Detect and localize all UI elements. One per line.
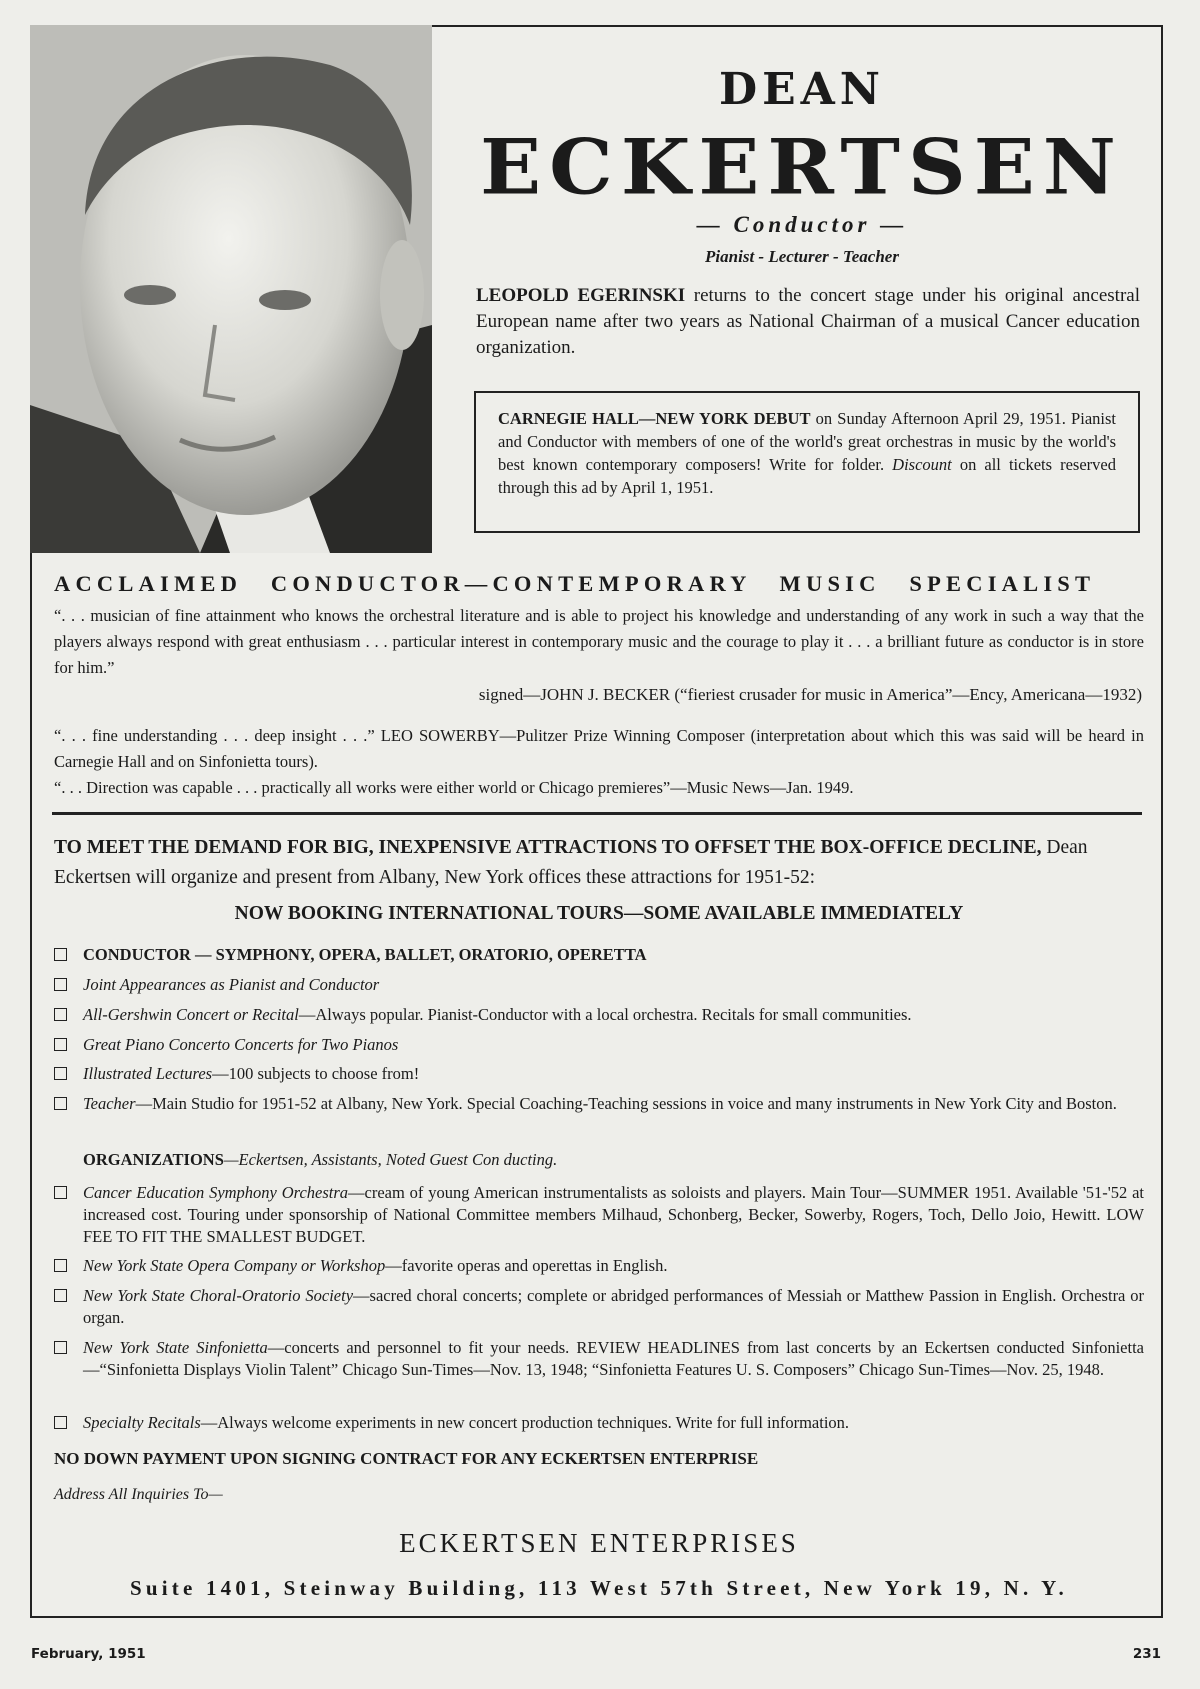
item-title: Illustrated Lectures [83, 1064, 213, 1083]
item-text [83, 1412, 1144, 1434]
item-text [83, 1093, 1144, 1115]
list-item-joint [54, 974, 1144, 996]
carnegie-box [474, 391, 1140, 533]
item-desc: —cream of young American instrumentalists as soloists and players. Main Tour—SUMMER 1951. Available '51-'52 at increased cost. Touring under sponsorship of National Committee members Milhaud, Schonberg, Becker, Sowerby, Rogers, Toch, Dello Joio, Hewitt. LOW FEE TO FIT THE SMALLEST BUDGET. [83, 1183, 1144, 1246]
item-text [83, 1255, 1144, 1277]
list-item-teacher [54, 1093, 1144, 1115]
item-title: All-Gershwin Concert or Recital [83, 1005, 299, 1024]
role-subtitle: Pianist - Lecturer - Teacher [705, 247, 899, 266]
item-title: New York State Opera Company or Workshop [83, 1256, 386, 1275]
organizations-heading [83, 1150, 557, 1170]
list-item-cancer-orchestra [54, 1182, 1144, 1248]
demand-lead: TO MEET THE DEMAND FOR BIG, INEXPENSIVE ATTRACTIONS TO OFFSET THE BOX-OFFICE DECLINE, [54, 837, 1042, 858]
discount-label: Discount [892, 455, 952, 474]
list-item-opera [54, 1255, 1144, 1277]
item-desc: —Always popular. Pianist-Conductor with a local orchestra. Recitals for small communities. [298, 1005, 912, 1024]
item-desc: —concerts and personnel to fit your needs. REVIEW HEADLINES from last concerts by an Eckertsen conducted Sinfonietta—“Sinfonietta Displays Violin Talent” Chicago Sun-Times—Nov. 13, 1948; “Sinfonietta Features U. S. Composers” Chicago Sun-Times—Nov. 25, 1948. [83, 1338, 1144, 1379]
acclaim-heading: ACCLAIMED CONDUCTOR—CONTEMPORARY MUSIC SPECIALIST [54, 571, 1096, 596]
checkbox[interactable] [54, 1038, 67, 1051]
list-item-specialty [54, 1412, 1144, 1434]
sowerby-quote: “. . . fine understanding . . . deep insight . . .” LEO SOWERBY—Pulitzer Prize Winning Composer (interpretation about which this was said will be heard in Carnegie Hall and on Sinfonietta tours). [54, 726, 1144, 771]
item-text [83, 1337, 1144, 1381]
first-name: DEAN [718, 64, 886, 115]
item-desc: —100 subjects to choose from! [212, 1064, 420, 1083]
item-title: Teacher [83, 1094, 136, 1113]
portrait-photo [30, 25, 432, 553]
item-text: Great Piano Concerto Concerts for Two Pianos [83, 1035, 399, 1054]
checkbox[interactable] [54, 948, 67, 961]
item-text: Joint Appearances as Pianist and Conductor [83, 975, 380, 994]
carnegie-tail: on all tickets reserved through this ad by April 1, 1951. [498, 455, 1116, 497]
list-item-choral [54, 1285, 1144, 1329]
last-name: ECKERTSEN [480, 122, 1124, 212]
intro-paragraph [476, 283, 1140, 361]
intro-text: returns to the concert stage under his original ancestral European name after two years as National Chairman of a musical Cancer education organization. [476, 285, 1140, 358]
carnegie-text: on Sunday Afternoon April 29, 1951. Pianist and Conductor with members of one of the world's great orchestras in music by the world's best known contemporary composers! Write for folder. [498, 409, 1116, 474]
item-text [83, 1063, 1144, 1085]
checkbox[interactable] [54, 1186, 67, 1199]
item-desc: —favorite operas and operettas in English. [385, 1256, 668, 1275]
checkbox[interactable] [54, 1067, 67, 1080]
demand-text: Dean Eckertsen will organize and present from Albany, New York offices these attractions for 1951-52: [54, 837, 1088, 888]
no-down-payment: NO DOWN PAYMENT UPON SIGNING CONTRACT FOR ANY ECKERTSEN ENTERPRISE [54, 1449, 759, 1468]
list-item-sinfonietta [54, 1337, 1144, 1381]
section-divider [52, 812, 1142, 815]
carnegie-lead: CARNEGIE HALL—NEW YORK DEBUT [498, 409, 811, 428]
becker-quote: “. . . musician of fine attainment who knows the orchestral literature and is able to project his knowledge and understanding of any work in such a way that the players always respond with great enthusiasm . . . particular interest in contemporary music and the courage to play it . . . a brilliant future as conductor is in store for him.” [54, 606, 1144, 677]
item-text [83, 1004, 1144, 1026]
checkbox[interactable] [54, 1008, 67, 1021]
checkbox[interactable] [54, 1341, 67, 1354]
item-desc: —Always welcome experiments in new concert production techniques. Write for full information. [200, 1413, 850, 1432]
role-title: — Conductor — [696, 212, 908, 237]
list-item-gershwin [54, 1004, 1144, 1026]
page-number: 231 [1132, 1646, 1161, 1662]
org-label: ORGANIZATIONS [83, 1150, 224, 1169]
checkbox[interactable] [54, 1259, 67, 1272]
booking-heading: NOW BOOKING INTERNATIONAL TOURS—SOME AVAILABLE IMMEDIATELY [234, 903, 964, 924]
checkbox[interactable] [54, 1416, 67, 1429]
item-title: New York State Choral-Oratorio Society [83, 1286, 354, 1305]
checkbox[interactable] [54, 978, 67, 991]
intro-lead: LEOPOLD EGERINSKI [476, 285, 686, 306]
checkbox[interactable] [54, 1097, 67, 1110]
org-sub: —Eckertsen, Assistants, Noted Guest Con ducting. [223, 1150, 558, 1169]
list-item-piano [54, 1034, 1144, 1056]
street-address: Suite 1401, Steinway Building, 113 West 57th Street, New York 19, N. Y. [130, 1576, 1068, 1600]
enterprise-name: ECKERTSEN ENTERPRISES [399, 1528, 799, 1558]
checkbox[interactable] [54, 1289, 67, 1302]
list-item-lectures [54, 1063, 1144, 1085]
address-intro: Address All Inquiries To— [54, 1486, 223, 1503]
item-title: New York State Sinfonietta [83, 1338, 268, 1357]
becker-signature: signed—JOHN J. BECKER (“fieriest crusader for music in America”—Ency, Americana—1932) [478, 685, 1142, 704]
item-text: CONDUCTOR — SYMPHONY, OPERA, BALLET, ORATORIO, OPERETTA [83, 945, 647, 964]
music-news-quote: “. . . Direction was capable . . . practically all works were either world or Chicago premieres”—Music News—Jan. 1949. [54, 778, 854, 797]
item-title: Specialty Recitals [83, 1413, 201, 1432]
list-item-conductor [54, 944, 1144, 966]
item-title: Cancer Education Symphony Orchestra [83, 1183, 349, 1202]
portrait-illustration [30, 25, 432, 553]
item-text [83, 1285, 1144, 1329]
item-desc: —Main Studio for 1951-52 at Albany, New York. Special Coaching-Teaching sessions in voice and many instruments in New York City and Boston. [135, 1094, 1117, 1113]
demand-paragraph [54, 833, 1144, 893]
item-desc: —sacred choral concerts; complete or abridged performances of Messiah or Matthew Passion in English. Orchestra or organ. [83, 1286, 1144, 1327]
item-text [83, 1182, 1144, 1248]
footer-date: February, 1951 [31, 1646, 146, 1662]
